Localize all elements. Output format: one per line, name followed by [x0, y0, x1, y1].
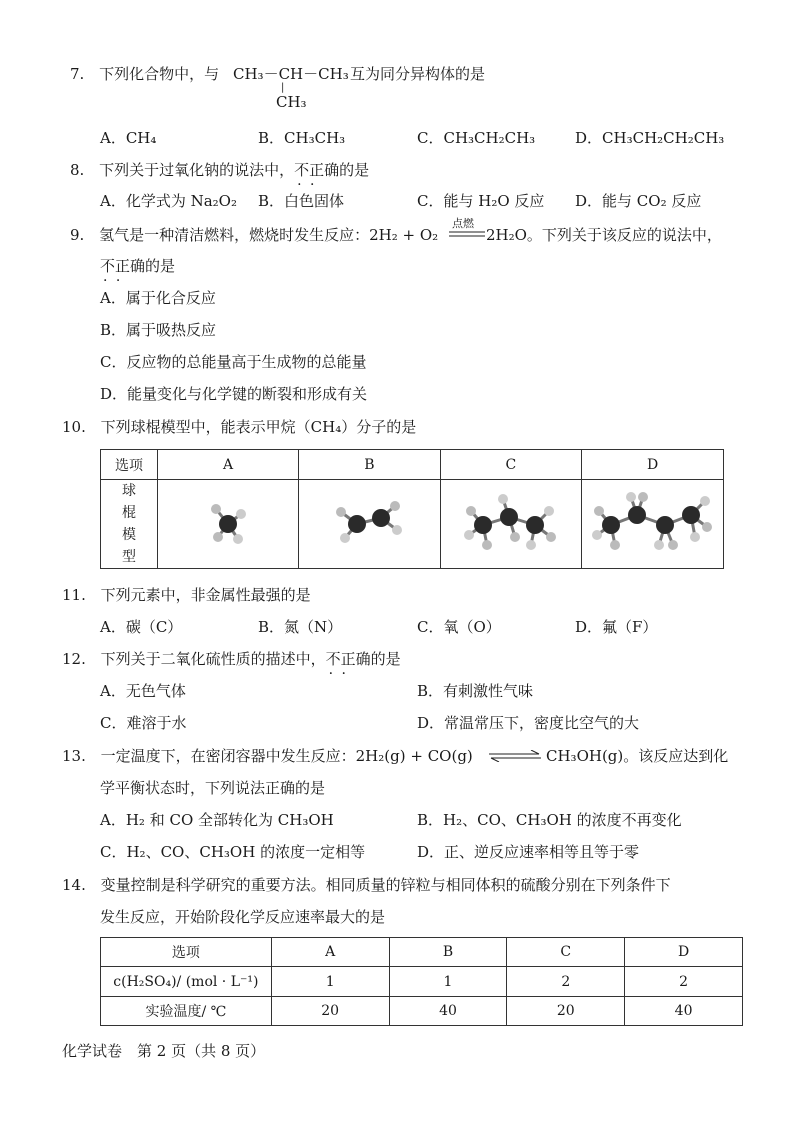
- emphasis-not-correct: 不正确 · ·: [326, 650, 371, 668]
- option-c: C．氧（O）: [417, 618, 501, 636]
- formula-main-chain: CH₃－CH－CH₃: [233, 65, 349, 83]
- option-b: B．H₂、CO、CH₃OH 的浓度不再变化: [417, 811, 682, 829]
- question-text: 互为同分异构体的是: [350, 65, 486, 83]
- option-c: C．能与 H₂O 反应: [417, 192, 545, 210]
- emphasis-not-correct: 不正确 · ·: [294, 161, 339, 179]
- option-d: D．能与 CO₂ 反应: [575, 192, 702, 210]
- question-8-stem: [70, 160, 369, 180]
- question-number: 10.: [62, 418, 86, 436]
- table-cell: 20: [507, 997, 625, 1026]
- question-number: 9.: [70, 226, 85, 244]
- option-b: B．CH₃CH₃: [258, 129, 346, 147]
- equals-arrow-icon: [449, 230, 485, 238]
- table-cell: 2: [507, 967, 625, 997]
- question-12-stem: [62, 649, 401, 669]
- option-d: D．能量变化与化学键的断裂和形成有关: [100, 385, 368, 403]
- option-a: A．碳（C）: [100, 618, 183, 636]
- column-a: A: [271, 938, 389, 967]
- question-13-stem: [62, 746, 473, 766]
- propane-model-icon: [461, 487, 561, 557]
- question-number: 14.: [62, 876, 86, 894]
- question-text: 的是: [145, 257, 176, 275]
- ball-stick-model-table: [100, 449, 724, 569]
- table-cell: 2: [625, 967, 743, 997]
- column-d: D: [582, 450, 724, 480]
- model-a-methane: [157, 480, 298, 569]
- question-text: 的是: [370, 650, 401, 668]
- column-c: C: [440, 450, 582, 480]
- reaction-condition: 点燃: [452, 217, 474, 230]
- question-text: 氢气是一种清洁燃料，燃烧时发生反应：2H₂ + O₂: [99, 226, 439, 244]
- question-text: 下列关于过氧化钠的说法中，: [99, 161, 295, 179]
- question-text: 的是: [339, 161, 370, 179]
- option-c: C．H₂、CO、CH₃OH 的浓度一定相等: [100, 843, 366, 861]
- question-text: 一定温度下，在密闭容器中发生反应：2H₂(g) + CO(g): [100, 747, 473, 765]
- ethylene-model-icon: [329, 492, 409, 552]
- option-b: B．有刺激性气味: [417, 682, 534, 700]
- model-c-propane: [440, 480, 582, 569]
- question-number: 13.: [62, 747, 86, 765]
- option-d: D．正、逆反应速率相等且等于零: [417, 843, 640, 861]
- question-10-stem: [62, 417, 416, 437]
- question-text: 下列球棍模型中，能表示甲烷（CH₄）分子的是: [100, 418, 417, 436]
- model-d-butane: [582, 480, 724, 569]
- question-number: 8.: [70, 161, 85, 179]
- column-b: B: [299, 450, 440, 480]
- question-text: CH₃OH(g)。该反应达到化: [546, 747, 729, 765]
- column-d: D: [625, 938, 743, 967]
- question-text: 下列化合物中，与: [99, 65, 220, 83]
- question-13-line2: 学平衡状态时，下列说法正确的是: [100, 779, 326, 797]
- table-cell: 1: [271, 967, 389, 997]
- option-d: D．常温常压下，密度比空气的大: [417, 714, 640, 732]
- question-number: 12.: [62, 650, 86, 668]
- question-11-stem: [62, 585, 311, 605]
- option-d: D．氟（F）: [575, 618, 658, 636]
- butane-model-icon: [591, 487, 715, 557]
- option-b: B．白色固体: [258, 192, 345, 210]
- table-row-temperature: [101, 997, 743, 1026]
- option-b: B．氮（N）: [258, 618, 343, 636]
- option-a: A．H₂ 和 CO 全部转化为 CH₃OH: [100, 811, 334, 829]
- option-c: C．CH₃CH₂CH₃: [417, 129, 536, 147]
- question-text: 下列关于二氧化硫性质的描述中，: [100, 650, 326, 668]
- table-header-option: 选项: [101, 938, 272, 967]
- option-c: C．反应物的总能量高于生成物的总能量: [100, 353, 367, 371]
- question-text: 下列元素中，非金属性最强的是: [100, 586, 311, 604]
- emphasis-not-correct: 不正确 · ·: [100, 257, 145, 275]
- option-a: A．化学式为 Na₂O₂: [100, 192, 237, 210]
- table-cell: 20: [271, 997, 389, 1026]
- row-label-concentration: c(H₂SO₄)/ (mol · L⁻¹): [101, 967, 272, 997]
- question-text: 变量控制是科学研究的重要方法。相同质量的锌粒与相同体积的硫酸分别在下列条件下: [100, 876, 671, 894]
- formula-bond: |: [281, 82, 285, 93]
- option-d: D．CH₃CH₂CH₂CH₃: [575, 129, 725, 147]
- model-b-ethylene: [299, 480, 440, 569]
- question-number: 7.: [70, 65, 85, 83]
- option-a: A．CH₄: [100, 129, 157, 147]
- table-row-concentration: [101, 967, 743, 997]
- option-c: C．难溶于水: [100, 714, 187, 732]
- question-14-line2: 发生反应，开始阶段化学反应速率最大的是: [100, 908, 386, 926]
- table-header-option: 选项: [101, 450, 158, 480]
- column-a: A: [157, 450, 298, 480]
- table-cell: 40: [389, 997, 507, 1026]
- column-c: C: [507, 938, 625, 967]
- question-number: 11.: [62, 586, 86, 604]
- question-7-stem: [70, 64, 219, 84]
- reaction-conditions-table: [100, 937, 743, 1026]
- table-cell: 1: [389, 967, 507, 997]
- row-label-model: 球棍模型: [101, 480, 158, 569]
- question-9-line2: [100, 256, 175, 276]
- question-text: 2H₂O。下列关于该反应的说法中，: [486, 226, 722, 244]
- methane-model-icon: [198, 492, 258, 552]
- page-footer: 化学试卷 第 2 页（共 8 页）: [62, 1042, 266, 1060]
- isobutane-formula: [233, 64, 349, 84]
- option-a: A．无色气体: [100, 682, 186, 700]
- column-b: B: [389, 938, 507, 967]
- option-b: B．属于吸热反应: [100, 321, 217, 339]
- formula-branch: CH₃: [276, 93, 307, 111]
- equilibrium-arrow-icon: [487, 750, 543, 762]
- question-9-stem: [70, 225, 438, 245]
- table-cell: 40: [625, 997, 743, 1026]
- option-a: A．属于化合反应: [100, 289, 216, 307]
- row-label-temperature: 实验温度/ ℃: [101, 997, 272, 1026]
- question-14-stem: [62, 875, 671, 895]
